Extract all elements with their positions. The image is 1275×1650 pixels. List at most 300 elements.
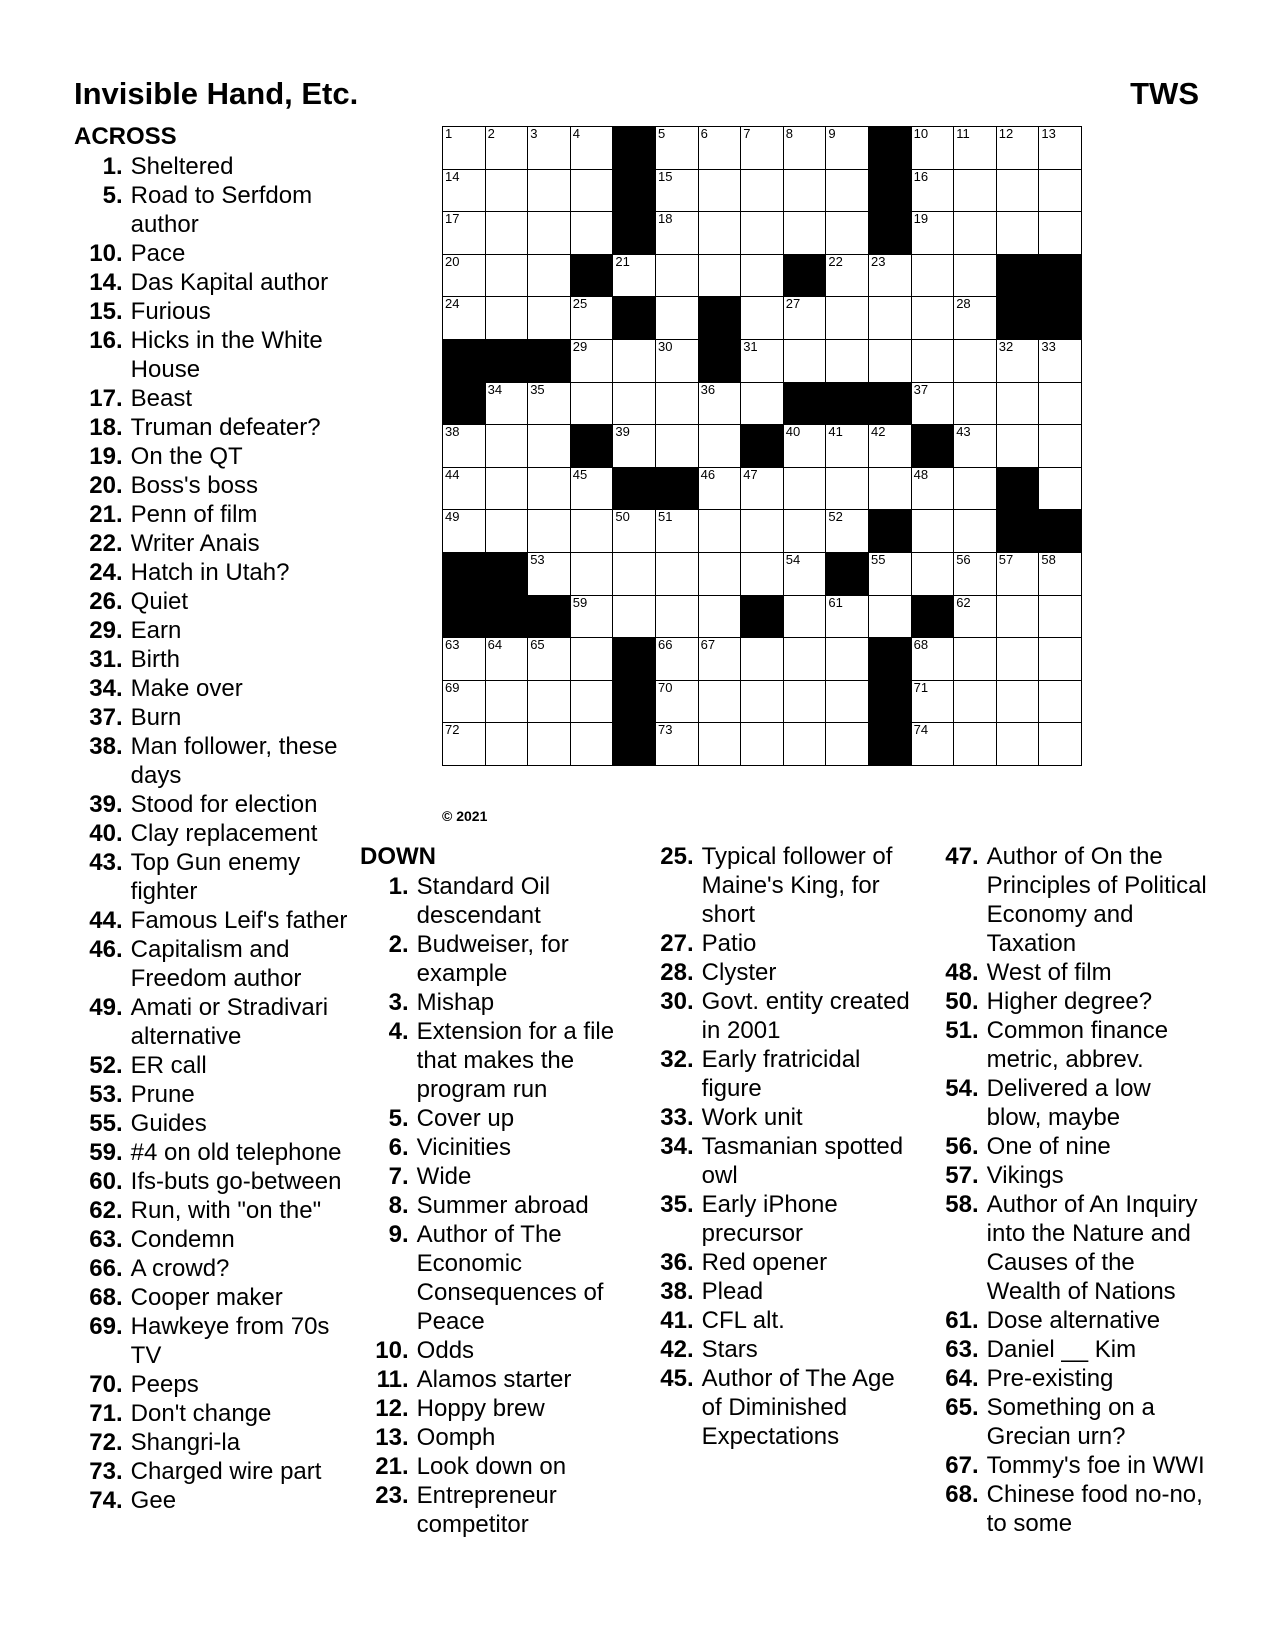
- grid-cell[interactable]: [570, 339, 614, 383]
- grid-cell[interactable]: [825, 509, 869, 553]
- grid-cell[interactable]: [740, 467, 784, 511]
- grid-cell[interactable]: [911, 467, 955, 511]
- grid-cell[interactable]: [527, 509, 571, 553]
- grid-cell[interactable]: [740, 254, 784, 298]
- grid-block: [996, 254, 1040, 298]
- grid-cell[interactable]: [570, 595, 614, 639]
- clue-text: Entrepreneur competitor: [416, 1482, 557, 1538]
- grid-cell[interactable]: [868, 595, 912, 639]
- grid-cell[interactable]: [953, 126, 997, 170]
- cell-number: 58: [1041, 552, 1056, 567]
- grid-cell[interactable]: [911, 382, 955, 426]
- grid-cell[interactable]: [442, 126, 486, 170]
- clue-number: 21: [89, 501, 116, 528]
- clue-item: 31 . Birth: [74, 645, 349, 674]
- grid-cell[interactable]: [783, 722, 827, 766]
- grid-cell[interactable]: [698, 595, 742, 639]
- grid-block: [612, 637, 656, 681]
- clue-number: 15: [89, 298, 116, 325]
- grid-cell[interactable]: [1038, 637, 1082, 681]
- grid-cell[interactable]: [996, 382, 1040, 426]
- clue-text: Tasmanian spotted owl: [701, 1133, 904, 1189]
- clue-text: Penn of film: [130, 501, 258, 528]
- clue-number: 36: [660, 1249, 687, 1276]
- grid-cell[interactable]: [783, 424, 827, 468]
- clue-item: 18 . Truman defeater?: [74, 413, 349, 442]
- grid-cell[interactable]: [527, 211, 571, 255]
- clue-number: 3: [388, 989, 402, 1016]
- grid-cell[interactable]: [698, 254, 742, 298]
- grid-cell[interactable]: [868, 424, 912, 468]
- grid-cell[interactable]: [953, 296, 997, 340]
- grid-cell[interactable]: [740, 680, 784, 724]
- grid-cell[interactable]: [570, 637, 614, 681]
- grid-cell[interactable]: [570, 680, 614, 724]
- grid-cell[interactable]: [783, 339, 827, 383]
- grid-cell[interactable]: [698, 722, 742, 766]
- grid-cell[interactable]: [485, 722, 529, 766]
- grid-cell[interactable]: [953, 424, 997, 468]
- grid-cell[interactable]: [1038, 467, 1082, 511]
- grid-block: [442, 552, 486, 596]
- cell-number: 24: [445, 296, 460, 312]
- grid-cell[interactable]: [570, 126, 614, 170]
- clue-text: Early fratricidal figure: [701, 1046, 861, 1102]
- grid-cell[interactable]: [527, 169, 571, 213]
- cell-number: 72: [445, 722, 460, 738]
- clue-number: 69: [89, 1313, 116, 1340]
- grid-cell[interactable]: [442, 467, 486, 511]
- grid-cell[interactable]: [442, 211, 486, 255]
- grid-cell[interactable]: [527, 552, 571, 596]
- clue-number: 40: [89, 820, 116, 847]
- grid-cell[interactable]: [655, 339, 699, 383]
- clue-number: 60: [89, 1168, 116, 1195]
- grid-cell[interactable]: [868, 254, 912, 298]
- grid-block: [996, 296, 1040, 340]
- clue-item: 52 . ER call: [74, 1051, 349, 1080]
- grid-cell[interactable]: [612, 339, 656, 383]
- clue-item: 43 . Top Gun enemy fighter: [74, 848, 349, 906]
- cell-number: 38: [445, 424, 460, 440]
- cell-number: 11: [956, 126, 970, 141]
- grid-cell[interactable]: [996, 680, 1040, 724]
- grid-cell[interactable]: [655, 382, 699, 426]
- clue-number: 63: [945, 1336, 972, 1363]
- clue-text: Author of On the Principles of Political Economy and Taxation: [986, 843, 1207, 957]
- grid-cell[interactable]: [527, 296, 571, 340]
- grid-cell[interactable]: [911, 339, 955, 383]
- grid-cell[interactable]: [485, 424, 529, 468]
- grid-cell[interactable]: [655, 169, 699, 213]
- grid-block: [698, 296, 742, 340]
- clue-number: 35: [660, 1191, 687, 1218]
- clue-item: 37 . Burn: [74, 703, 349, 732]
- grid-cell[interactable]: [612, 382, 656, 426]
- grid-cell[interactable]: [1038, 552, 1082, 596]
- grid-cell[interactable]: [612, 509, 656, 553]
- grid-cell[interactable]: [783, 211, 827, 255]
- grid-cell[interactable]: [868, 296, 912, 340]
- grid-cell[interactable]: [1038, 126, 1082, 170]
- grid-block: [868, 680, 912, 724]
- grid-cell[interactable]: [485, 296, 529, 340]
- grid-cell[interactable]: [442, 637, 486, 681]
- grid-cell[interactable]: [911, 680, 955, 724]
- grid-cell[interactable]: [740, 296, 784, 340]
- cell-number: 21: [615, 253, 630, 269]
- clue-item: 49 . Amati or Stradivari alternative: [74, 993, 349, 1051]
- clue-number: 62: [89, 1197, 116, 1224]
- grid-cell[interactable]: [698, 467, 742, 511]
- clue-number: 71: [89, 1400, 116, 1427]
- grid-cell[interactable]: [527, 722, 571, 766]
- clue-item: 53 . Prune: [74, 1080, 349, 1109]
- grid-cell[interactable]: [442, 509, 486, 553]
- clue-number: 13: [375, 1424, 402, 1451]
- clue-text: Patio: [701, 930, 757, 957]
- clue-item: 74 . Gee: [74, 1486, 349, 1515]
- cell-number: 73: [658, 722, 673, 738]
- grid-cell[interactable]: [740, 552, 784, 596]
- clue-text: Dose alternative: [986, 1307, 1161, 1334]
- grid-cell[interactable]: [783, 552, 827, 596]
- grid-cell[interactable]: [996, 552, 1040, 596]
- grid-cell[interactable]: [825, 126, 869, 170]
- grid-cell[interactable]: [996, 722, 1040, 766]
- cell-number: 1: [445, 126, 453, 141]
- cell-number: 57: [998, 552, 1014, 567]
- cell-number: 45: [572, 466, 588, 482]
- grid-block: [996, 509, 1040, 553]
- clue-text: Common finance metric, abbrev.: [986, 1017, 1169, 1073]
- grid-cell[interactable]: [783, 595, 827, 639]
- grid-cell[interactable]: [953, 552, 997, 596]
- grid-cell[interactable]: [570, 509, 614, 553]
- grid-cell[interactable]: [783, 509, 827, 553]
- grid-cell[interactable]: [698, 424, 742, 468]
- grid-cell[interactable]: [911, 637, 955, 681]
- cell-number: 9: [828, 126, 836, 141]
- copyright: © 2021: [442, 808, 488, 824]
- grid-cell[interactable]: [570, 722, 614, 766]
- grid-cell[interactable]: [655, 680, 699, 724]
- grid-cell[interactable]: [1038, 382, 1082, 426]
- grid-cell[interactable]: [825, 169, 869, 213]
- grid-cell[interactable]: [911, 509, 955, 553]
- cell-number: 13: [1041, 126, 1056, 141]
- grid-cell[interactable]: [655, 552, 699, 596]
- grid-block: [698, 339, 742, 383]
- clue-item: 56 . One of nine: [930, 1132, 1210, 1161]
- grid-cell[interactable]: [953, 339, 997, 383]
- grid-cell[interactable]: [996, 211, 1040, 255]
- grid-cell[interactable]: [655, 211, 699, 255]
- clue-item: 68 . Cooper maker: [74, 1283, 349, 1312]
- grid-cell[interactable]: [783, 169, 827, 213]
- clue-item: 50 . Higher degree?: [930, 987, 1210, 1016]
- grid-cell[interactable]: [570, 296, 614, 340]
- grid-cell[interactable]: [996, 637, 1040, 681]
- grid-cell[interactable]: [698, 509, 742, 553]
- grid-block: [825, 382, 869, 426]
- grid-block: [612, 169, 656, 213]
- grid-cell[interactable]: [953, 467, 997, 511]
- grid-cell[interactable]: [911, 211, 955, 255]
- grid-block: [868, 211, 912, 255]
- grid-cell[interactable]: [783, 126, 827, 170]
- grid-cell[interactable]: [868, 339, 912, 383]
- clue-text: Look down on: [416, 1453, 567, 1480]
- clue-text: Ifs-buts go-between: [130, 1168, 342, 1195]
- clue-number: 10: [89, 240, 116, 267]
- grid-cell[interactable]: [996, 595, 1040, 639]
- cell-number: 17: [445, 211, 460, 227]
- grid-cell[interactable]: [655, 126, 699, 170]
- grid-cell[interactable]: [485, 509, 529, 553]
- cell-number: 35: [530, 381, 545, 397]
- grid-cell[interactable]: [698, 169, 742, 213]
- clue-text: Don't change: [130, 1400, 272, 1427]
- grid-cell[interactable]: [527, 637, 571, 681]
- grid-cell[interactable]: [485, 211, 529, 255]
- grid-cell[interactable]: [698, 382, 742, 426]
- clue-number: 38: [660, 1278, 687, 1305]
- grid-cell[interactable]: [442, 169, 486, 213]
- grid-cell[interactable]: [485, 382, 529, 426]
- clue-number: 74: [89, 1487, 116, 1514]
- clue-item: 54 . Delivered a low blow, maybe: [930, 1074, 1210, 1132]
- clue-item: 22 . Writer Anais: [74, 529, 349, 558]
- grid-cell[interactable]: [740, 211, 784, 255]
- grid-cell[interactable]: [911, 126, 955, 170]
- grid-cell[interactable]: [953, 169, 997, 213]
- cell-number: 27: [785, 296, 801, 312]
- grid-cell[interactable]: [825, 254, 869, 298]
- grid-cell[interactable]: [485, 680, 529, 724]
- grid-cell[interactable]: [485, 637, 529, 681]
- clue-number: 11: [376, 1366, 402, 1393]
- grid-cell[interactable]: [655, 637, 699, 681]
- grid-cell[interactable]: [612, 424, 656, 468]
- grid-cell[interactable]: [911, 169, 955, 213]
- grid-cell[interactable]: [825, 339, 869, 383]
- clue-number: 63: [89, 1226, 116, 1253]
- cell-number: 50: [615, 509, 630, 525]
- grid-cell[interactable]: [612, 552, 656, 596]
- grid-cell[interactable]: [485, 126, 529, 170]
- cell-number: 30: [658, 339, 673, 354]
- clue-text: Work unit: [701, 1104, 803, 1131]
- grid-cell[interactable]: [953, 509, 997, 553]
- clue-item: 41 . CFL alt.: [645, 1306, 910, 1335]
- grid-cell[interactable]: [570, 552, 614, 596]
- clue-number: 66: [89, 1255, 116, 1282]
- clue-text: Earn: [130, 617, 182, 644]
- grid-block: [485, 595, 529, 639]
- clue-item: 61 . Dose alternative: [930, 1306, 1210, 1335]
- grid-cell[interactable]: [740, 637, 784, 681]
- grid-cell[interactable]: [655, 424, 699, 468]
- clue-item: 8 . Summer abroad: [360, 1191, 615, 1220]
- grid-cell[interactable]: [442, 424, 486, 468]
- clue-text: Pace: [130, 240, 186, 267]
- grid-cell[interactable]: [442, 722, 486, 766]
- grid-cell[interactable]: [911, 296, 955, 340]
- clue-number: 20: [89, 472, 116, 499]
- grid-cell[interactable]: [485, 254, 529, 298]
- grid-cell[interactable]: [442, 254, 486, 298]
- grid-cell[interactable]: [698, 637, 742, 681]
- grid-cell[interactable]: [570, 169, 614, 213]
- grid-cell[interactable]: [655, 296, 699, 340]
- grid-cell[interactable]: [527, 680, 571, 724]
- grid-block: [868, 722, 912, 766]
- grid-cell[interactable]: [740, 339, 784, 383]
- grid-cell[interactable]: [868, 467, 912, 511]
- grid-cell[interactable]: [655, 595, 699, 639]
- grid-cell[interactable]: [911, 552, 955, 596]
- grid-cell[interactable]: [996, 169, 1040, 213]
- grid-cell[interactable]: [953, 382, 997, 426]
- grid-cell[interactable]: [996, 339, 1040, 383]
- grid-cell[interactable]: [698, 211, 742, 255]
- cell-number: 71: [913, 679, 929, 695]
- clue-item: 42 . Stars: [645, 1335, 910, 1364]
- clue-number: 54: [945, 1075, 972, 1102]
- grid-cell[interactable]: [953, 595, 997, 639]
- grid-block: [612, 296, 656, 340]
- grid-cell[interactable]: [527, 126, 571, 170]
- grid-cell[interactable]: [825, 595, 869, 639]
- grid-cell[interactable]: [612, 595, 656, 639]
- grid-cell[interactable]: [911, 254, 955, 298]
- grid-cell[interactable]: [911, 722, 955, 766]
- grid-cell[interactable]: [783, 296, 827, 340]
- cell-number: 52: [828, 509, 843, 525]
- grid-cell[interactable]: [783, 680, 827, 724]
- clue-number: 12: [375, 1395, 402, 1422]
- grid-cell[interactable]: [740, 169, 784, 213]
- grid-cell[interactable]: [825, 211, 869, 255]
- clue-item: 44 . Famous Leif's father: [74, 906, 349, 935]
- clue-item: 39 . Stood for election: [74, 790, 349, 819]
- clue-number: 10: [375, 1337, 402, 1364]
- grid-cell[interactable]: [698, 680, 742, 724]
- grid-cell[interactable]: [570, 467, 614, 511]
- grid-cell[interactable]: [953, 637, 997, 681]
- clue-text: A crowd?: [130, 1255, 230, 1282]
- grid-cell[interactable]: [485, 169, 529, 213]
- grid-cell[interactable]: [570, 211, 614, 255]
- grid-cell[interactable]: [740, 126, 784, 170]
- clue-number: 23: [375, 1482, 402, 1509]
- clue-number: 70: [89, 1371, 116, 1398]
- clue-text: Vicinities: [416, 1134, 511, 1161]
- clue-item: 64 . Pre-existing: [930, 1364, 1210, 1393]
- grid-cell[interactable]: [1038, 169, 1082, 213]
- grid-cell[interactable]: [825, 722, 869, 766]
- grid-cell[interactable]: [825, 424, 869, 468]
- grid-cell[interactable]: [612, 254, 656, 298]
- clue-item: 21 . Look down on: [360, 1452, 615, 1481]
- grid-cell[interactable]: [740, 509, 784, 553]
- grid-cell[interactable]: [442, 680, 486, 724]
- grid-cell[interactable]: [1038, 722, 1082, 766]
- grid-cell[interactable]: [485, 467, 529, 511]
- clue-number: 18: [89, 414, 116, 441]
- grid-cell[interactable]: [1038, 211, 1082, 255]
- grid-cell[interactable]: [1038, 339, 1082, 383]
- grid-cell[interactable]: [825, 680, 869, 724]
- grid-cell[interactable]: [698, 552, 742, 596]
- grid-block: [740, 595, 784, 639]
- grid-cell[interactable]: [442, 296, 486, 340]
- grid-cell[interactable]: [783, 467, 827, 511]
- grid-cell[interactable]: [1038, 595, 1082, 639]
- grid-cell[interactable]: [740, 382, 784, 426]
- cell-number: 5: [658, 126, 666, 141]
- grid-cell[interactable]: [655, 254, 699, 298]
- clue-item: 47 . Author of On the Principles of Political Economy and Taxation: [930, 842, 1210, 958]
- grid-cell[interactable]: [570, 382, 614, 426]
- grid-cell[interactable]: [740, 722, 784, 766]
- grid-cell[interactable]: [953, 211, 997, 255]
- clue-text: Das Kapital author: [130, 269, 329, 296]
- grid-cell[interactable]: [953, 254, 997, 298]
- grid-cell[interactable]: [953, 722, 997, 766]
- clue-number: 72: [89, 1429, 116, 1456]
- grid-cell[interactable]: [1038, 424, 1082, 468]
- cell-number: 8: [785, 126, 794, 141]
- grid-cell[interactable]: [996, 126, 1040, 170]
- grid-cell[interactable]: [825, 296, 869, 340]
- puzzle-title: Invisible Hand, Etc.: [74, 76, 359, 111]
- grid-cell[interactable]: [655, 509, 699, 553]
- grid-cell[interactable]: [527, 382, 571, 426]
- clue-number: 39: [89, 791, 116, 818]
- clue-item: 24 . Hatch in Utah?: [74, 558, 349, 587]
- grid-cell[interactable]: [825, 637, 869, 681]
- grid-cell[interactable]: [868, 552, 912, 596]
- clue-item: 21 . Penn of film: [74, 500, 349, 529]
- clue-text: Hoppy brew: [416, 1395, 545, 1422]
- grid-block: [612, 126, 656, 170]
- clue-text: Hatch in Utah?: [130, 559, 290, 586]
- clue-text: Clay replacement: [130, 820, 318, 847]
- grid-cell[interactable]: [1038, 680, 1082, 724]
- clue-number: 19: [89, 443, 116, 470]
- cell-number: 51: [658, 509, 673, 525]
- grid-cell[interactable]: [953, 680, 997, 724]
- grid-cell[interactable]: [527, 467, 571, 511]
- grid-cell[interactable]: [527, 424, 571, 468]
- cell-number: 25: [572, 296, 588, 312]
- clue-text: Alamos starter: [416, 1366, 572, 1393]
- clue-item: 27 . Patio: [645, 929, 910, 958]
- grid-cell[interactable]: [996, 424, 1040, 468]
- grid-cell[interactable]: [527, 254, 571, 298]
- cell-number: 46: [700, 466, 716, 482]
- grid-cell[interactable]: [698, 126, 742, 170]
- clue-number: 43: [89, 849, 116, 876]
- clue-number: 6: [388, 1134, 402, 1161]
- grid-cell[interactable]: [655, 722, 699, 766]
- grid-cell[interactable]: [783, 637, 827, 681]
- clue-number: 4: [388, 1018, 402, 1045]
- grid-cell[interactable]: [825, 467, 869, 511]
- grid-block: [783, 254, 827, 298]
